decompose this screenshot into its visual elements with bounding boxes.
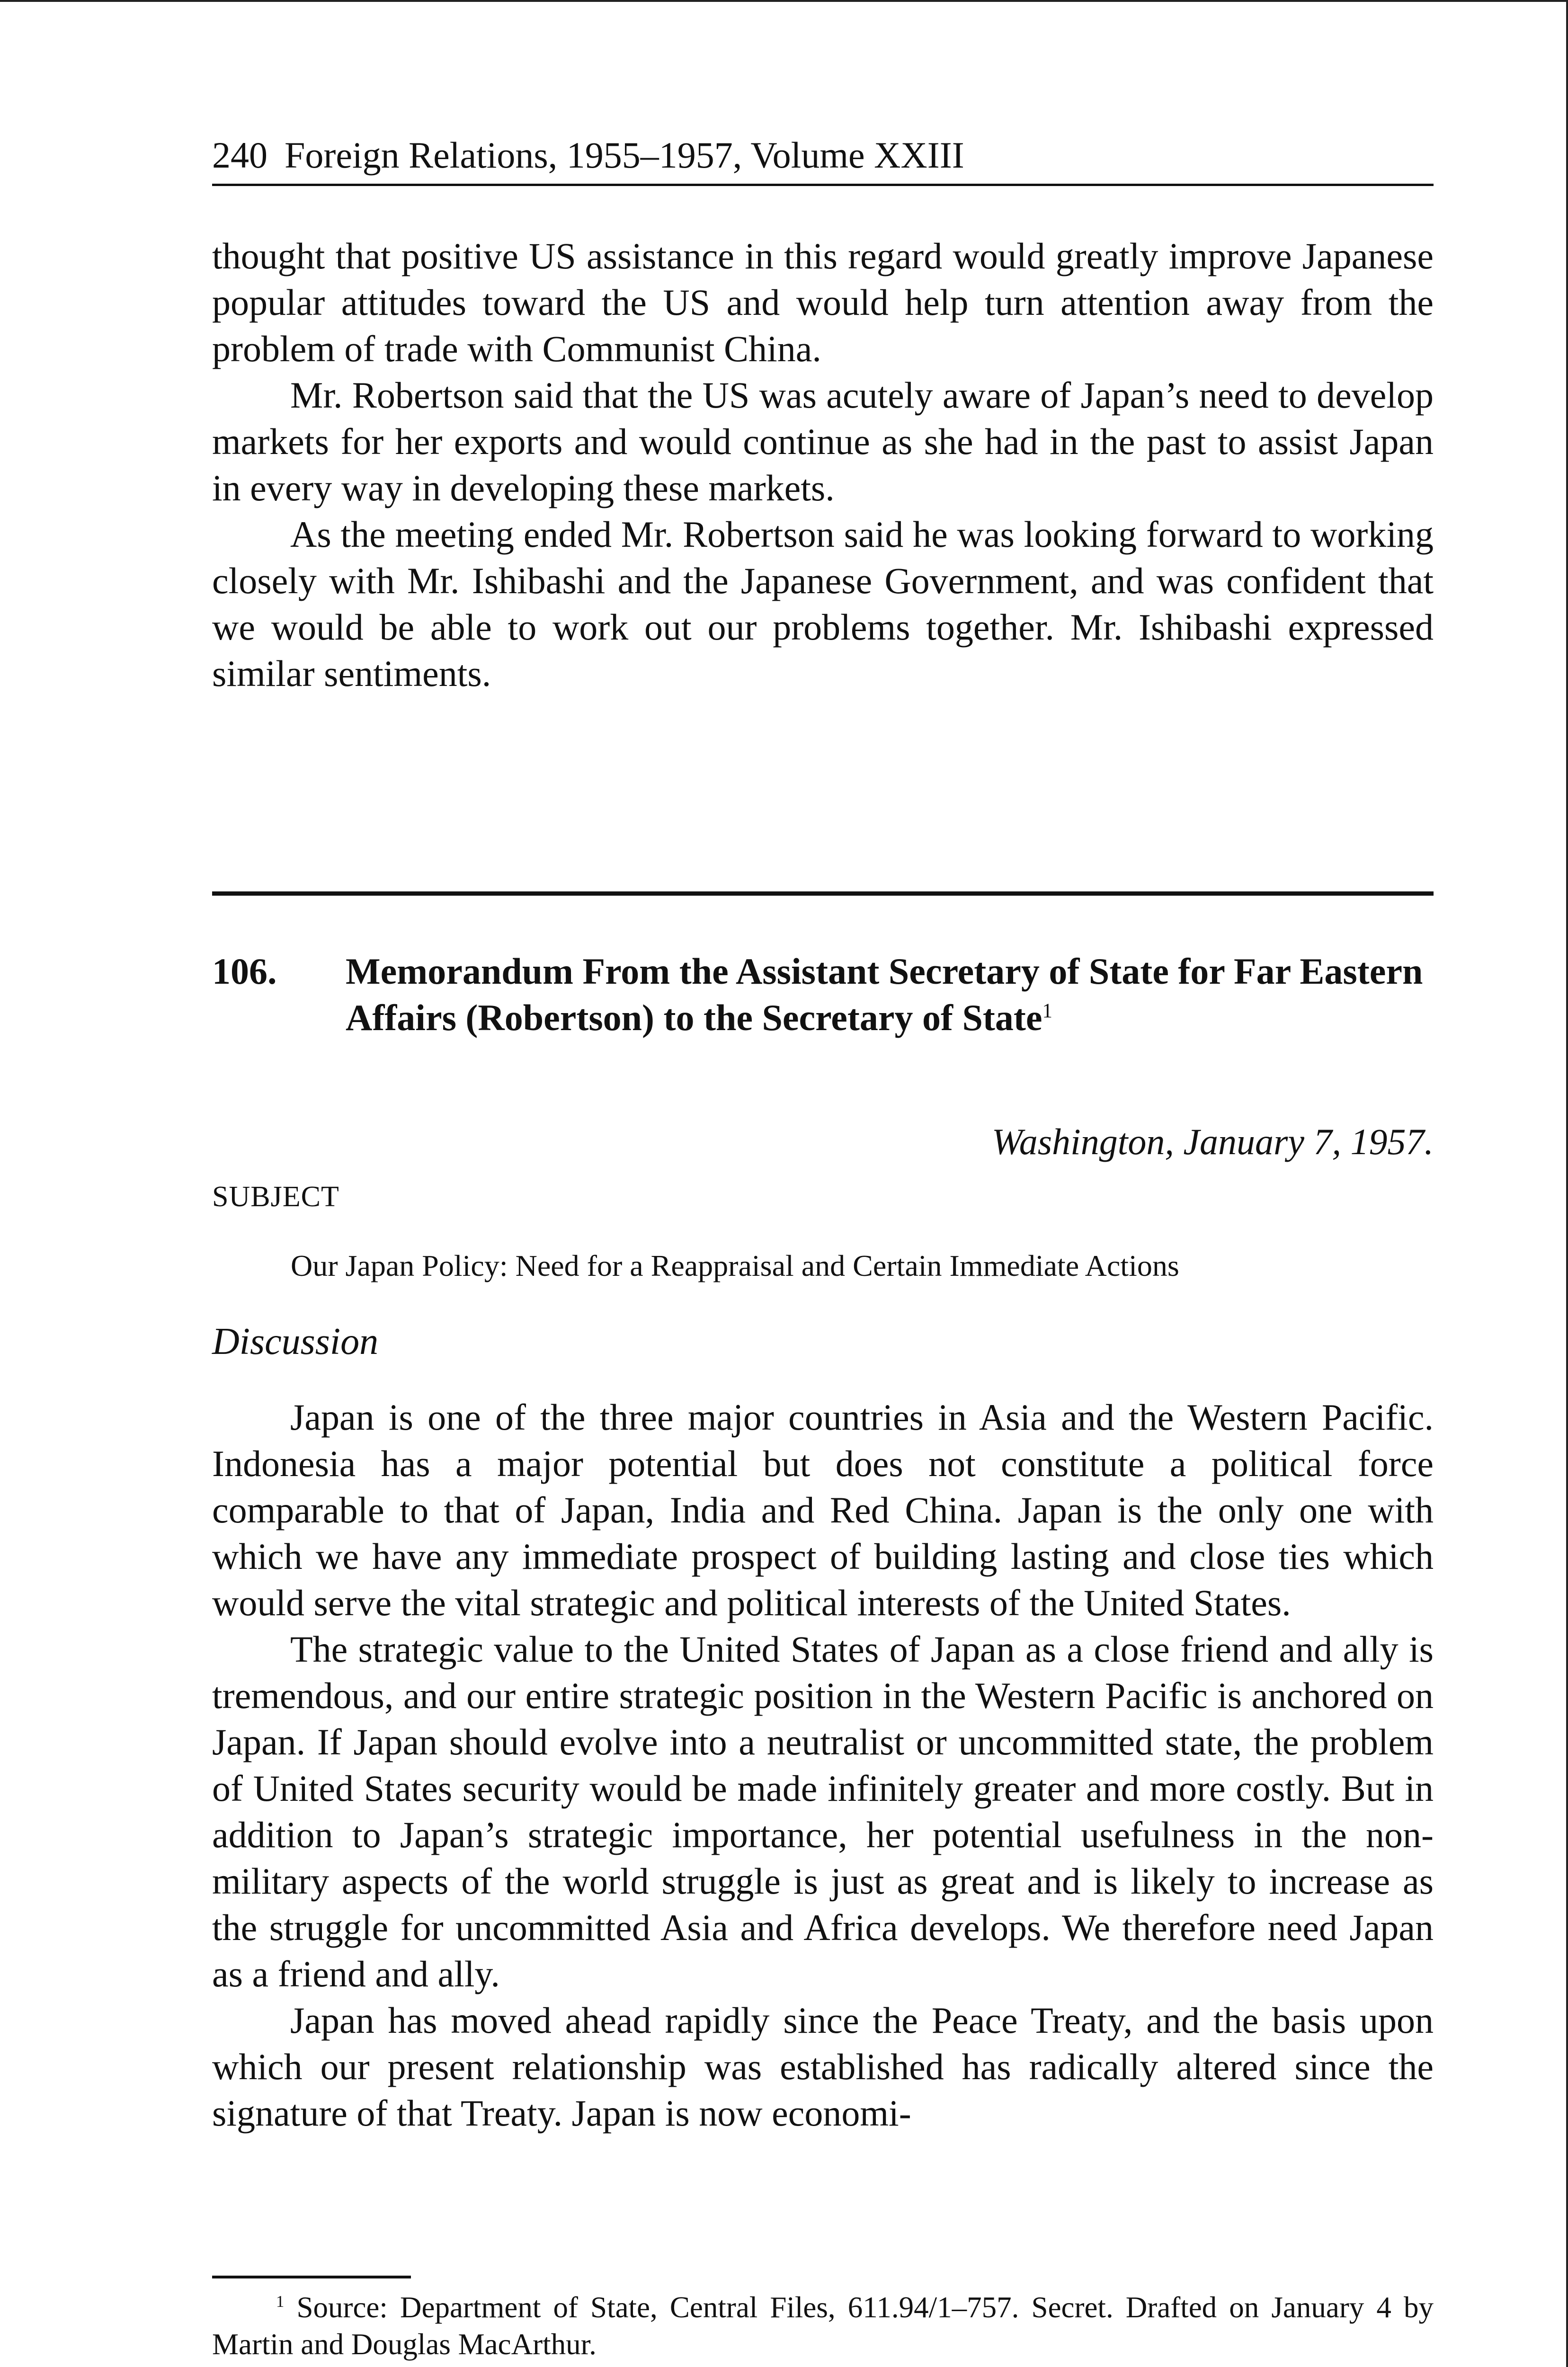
- footnote-text: Source: Department of State, Central Files, 611.94/1–757. Secret. Drafted on January 4 by Martin and Douglas MacArthur.: [212, 2291, 1434, 2361]
- footnote-marker: 1: [276, 2293, 285, 2311]
- body-paragraph: Japan is one of the three major countries in Asia and the Western Pacific. Indonesia has a major potential but does not constitute a political force comparable to that of Japan, India and Red China. Japan is the only one with which we have any immediate prospect of building lasting and close ties which would serve the vital strategic and political interests of the United States.: [212, 1397, 1434, 1623]
- document-title: [346, 948, 1434, 1041]
- document-title-text: Memorandum From the Assistant Secretary of State for Far Eastern Affairs (Robertson) to the Secretary of State: [346, 951, 1423, 1038]
- footnote-rule: [212, 2276, 411, 2278]
- continuation-text: [212, 233, 1434, 697]
- section-heading: Discussion: [212, 1321, 379, 1362]
- memorandum-body: [212, 1394, 1434, 2136]
- continuation-paragraph: Mr. Robertson said that the US was acutely aware of Japan’s need to develop markets for her exports and would continue as she had in the past to assist Japan in every way in developing these markets.: [212, 374, 1434, 508]
- footnote: [212, 2289, 1434, 2363]
- subject-text: Our Japan Policy: Need for a Reappraisal and Certain Immediate Actions: [291, 1249, 1179, 1282]
- document-number: 106.: [212, 951, 277, 992]
- page-number: 240: [212, 134, 267, 176]
- dateline: Washington, January 7, 1957.: [991, 1121, 1434, 1162]
- body-paragraph: Japan has moved ahead rapidly since the Peace Treaty, and the basis upon which our present relationship was established has radically altered since the signature of that Treaty. Japan is now economi-: [212, 2000, 1434, 2134]
- section-separator-rule: [212, 891, 1434, 896]
- footnote-reference: 1: [1042, 1000, 1052, 1022]
- header-rule: [212, 184, 1434, 186]
- scan-edge-top: [0, 0, 1568, 2]
- continuation-paragraph: As the meeting ended Mr. Robertson said he was looking forward to working closely with Mr. Ishibashi and the Japanese Government, and was confident that we would be able to work out our problems together. Mr. Ishibashi expressed similar sentiments.: [212, 514, 1434, 694]
- continuation-paragraph: thought that positive US assistance in this regard would greatly improve Japanese popular attitudes toward the US and would help turn attention away from the problem of trade with Communist China.: [212, 235, 1434, 369]
- scan-edge-right: [1566, 0, 1568, 2367]
- volume-title: Foreign Relations, 1955–1957, Volume XXIII: [285, 134, 964, 176]
- body-paragraph: The strategic value to the United States of Japan as a close friend and ally is tremendous, and our entire strategic position in the Western Pacific is anchored on Japan. If Japan should evolve into a neutralist or uncommitted state, the problem of United States security would be made infinitely greater and more costly. But in addition to Japan’s strategic importance, her potential usefulness in the non-military aspects of the world struggle is just as great and is likely to increase as the struggle for uncommitted Asia and Africa develops. We therefore need Japan as a friend and ally.: [212, 1628, 1434, 1994]
- subject-label: SUBJECT: [212, 1181, 339, 1213]
- running-header: [212, 132, 1434, 179]
